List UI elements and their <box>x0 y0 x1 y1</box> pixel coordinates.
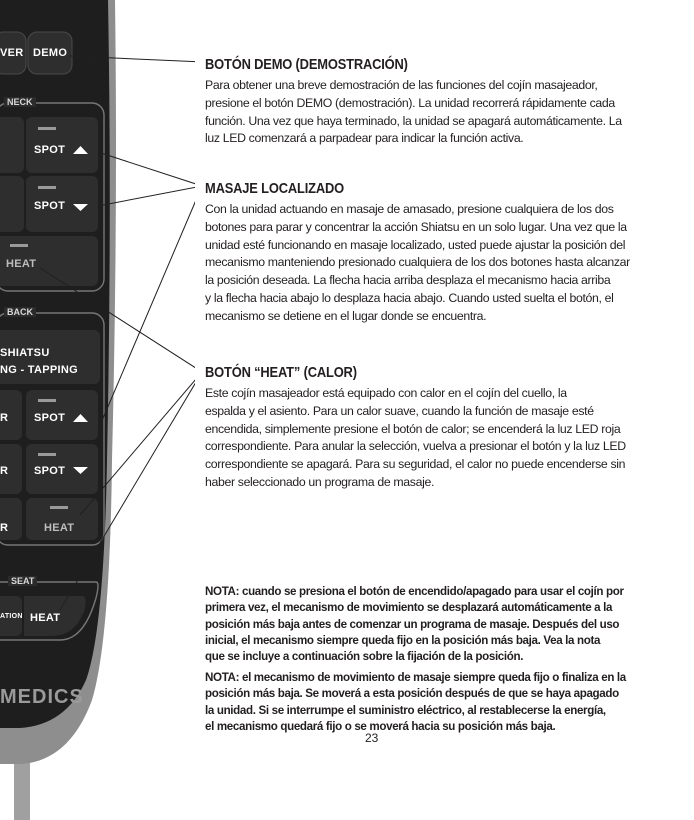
note-line: el mecanismo quedará fijo o se moverá hacia su posición más baja. <box>205 719 556 733</box>
r-2-label: R <box>0 465 9 477</box>
heat-seat-label: HEAT <box>30 612 61 624</box>
text-line: función. Una vez que haya terminado, la unidad se apagará automáticamente. La <box>205 113 622 128</box>
led-indicator <box>38 127 56 130</box>
note-line: NOTA: el mecanismo de movimiento de masaje siempre queda fijo o finaliza en la <box>205 671 626 684</box>
r-3-label: R <box>0 522 9 534</box>
shiatsu-label: SHIATSU <box>0 347 50 359</box>
power-button-label: VER <box>0 47 24 59</box>
station-label: ATION <box>0 613 23 620</box>
text-line: botones para parar y concentrar la acción Shiatsu en un solo lugar. Una vez que la <box>205 219 627 234</box>
r-label: R <box>0 412 9 424</box>
text-line: correspondiente se apagará. Para su seguridad, el calor no puede encenderse sin <box>205 457 626 472</box>
text-line: espalda y el asiento. Para un calor suave, cuando la función de masaje esté <box>205 403 594 418</box>
text-line: unidad esté funcionando en masaje localizado, usted puede ajustar la posición del <box>205 237 626 252</box>
demo-button-label: DEMO <box>33 47 68 59</box>
led-indicator <box>10 244 28 247</box>
text-line: y la flecha hacia abajo lo desplaza hacia abajo. Cuando usted suelta el botón, el <box>205 290 614 305</box>
text-line: mecanismo manteniendo presionado cualquiera de los dos botones hasta alcanzar <box>205 255 630 270</box>
note-line: inicial, el mecanismo siempre queda fijo en la posición más baja. Vea la nota <box>205 633 601 647</box>
led-indicator <box>50 506 68 509</box>
remote-control-illustration <box>0 0 195 820</box>
text-line: encendida, simplemente presione el botón de calor; se encenderá la luz LED roja <box>205 421 621 436</box>
heat-neck-label: HEAT <box>6 258 37 270</box>
section-demo-body <box>205 77 689 148</box>
section-spot-title: MASAJE LOCALIZADO <box>205 180 344 197</box>
seat-zone-label: SEAT <box>8 576 37 586</box>
neck-zone-label: NECK <box>4 97 36 107</box>
section-demo-title: BOTÓN DEMO (DEMOSTRACIÓN) <box>205 56 408 73</box>
note-first-use <box>205 584 693 665</box>
spot-down-label: SPOT <box>34 200 66 212</box>
note-line: primera vez, el mecanismo de movimiento se desplazará automáticamente a la <box>205 601 613 615</box>
neck-left-button-shape[interactable] <box>0 117 24 173</box>
brand-logo: MEDICS <box>0 686 84 708</box>
neck-left-button-2-shape[interactable] <box>0 176 24 232</box>
heat-back-label: HEAT <box>44 522 75 534</box>
note-line: que se incluye a continuación sobre la fijación de la posición. <box>205 650 524 664</box>
text-line: correspondiente. Para anular la selección, vuelva a presionar el botón y la luz LED <box>205 439 626 454</box>
led-indicator <box>38 453 56 456</box>
text-line: Este cojín masajeador está equipado con calor en el cojín del cuello, la <box>205 386 567 400</box>
text-line: presione el botón DEMO (demostración). La unidad recorrerá rápidamente cada <box>205 95 615 110</box>
note-line: NOTA: cuando se presiona el botón de encendido/apagado para usar el cojín por <box>205 585 624 598</box>
text-line: Con la unidad actuando en masaje de amasado, presione cualquiera de los dos <box>205 202 614 216</box>
spot-down-2-label: SPOT <box>34 465 66 477</box>
text-line: la posición deseada. La flecha hacia arriba desplaza el mecanismo hacia arriba <box>205 273 611 288</box>
spot-up-label: SPOT <box>34 144 66 156</box>
section-heat-title: BOTÓN “HEAT” (CALOR) <box>205 364 357 381</box>
led-indicator <box>38 186 56 189</box>
section-spot-body <box>205 201 689 326</box>
note-position-lock-body <box>205 670 693 735</box>
text-line: luz LED comenzará a parpadear para indicar la función activa. <box>205 131 524 146</box>
note-first-use-body <box>205 584 693 665</box>
note-line: posición más baja antes de comenzar un programa de masaje. Después del uso <box>205 617 620 631</box>
back-zone-label: BACK <box>4 307 36 317</box>
section-spot-massage <box>205 180 689 326</box>
kneading-tapping-label: NG - TAPPING <box>0 364 78 376</box>
spot-up-2-label: SPOT <box>34 412 66 424</box>
text-line: haber seleccionado un programa de masaje. <box>205 474 435 489</box>
note-position-lock <box>205 670 693 735</box>
section-heat <box>205 364 689 492</box>
page-number: 23 <box>365 731 379 745</box>
section-demo <box>205 56 689 148</box>
led-indicator <box>38 399 56 402</box>
text-line: mecanismo se detiene en el lugar donde se encuentra. <box>205 308 487 323</box>
text-line: Para obtener una breve demostración de las funciones del cojín masajeador, <box>205 78 598 92</box>
note-line: la unidad. Si se interrumpe el suministro eléctrico, al restablecerse la energía, <box>205 703 606 717</box>
section-heat-body <box>205 385 689 492</box>
note-line: posición más baja. Se moverá a esta posición después de que se haya apagado <box>205 687 619 701</box>
